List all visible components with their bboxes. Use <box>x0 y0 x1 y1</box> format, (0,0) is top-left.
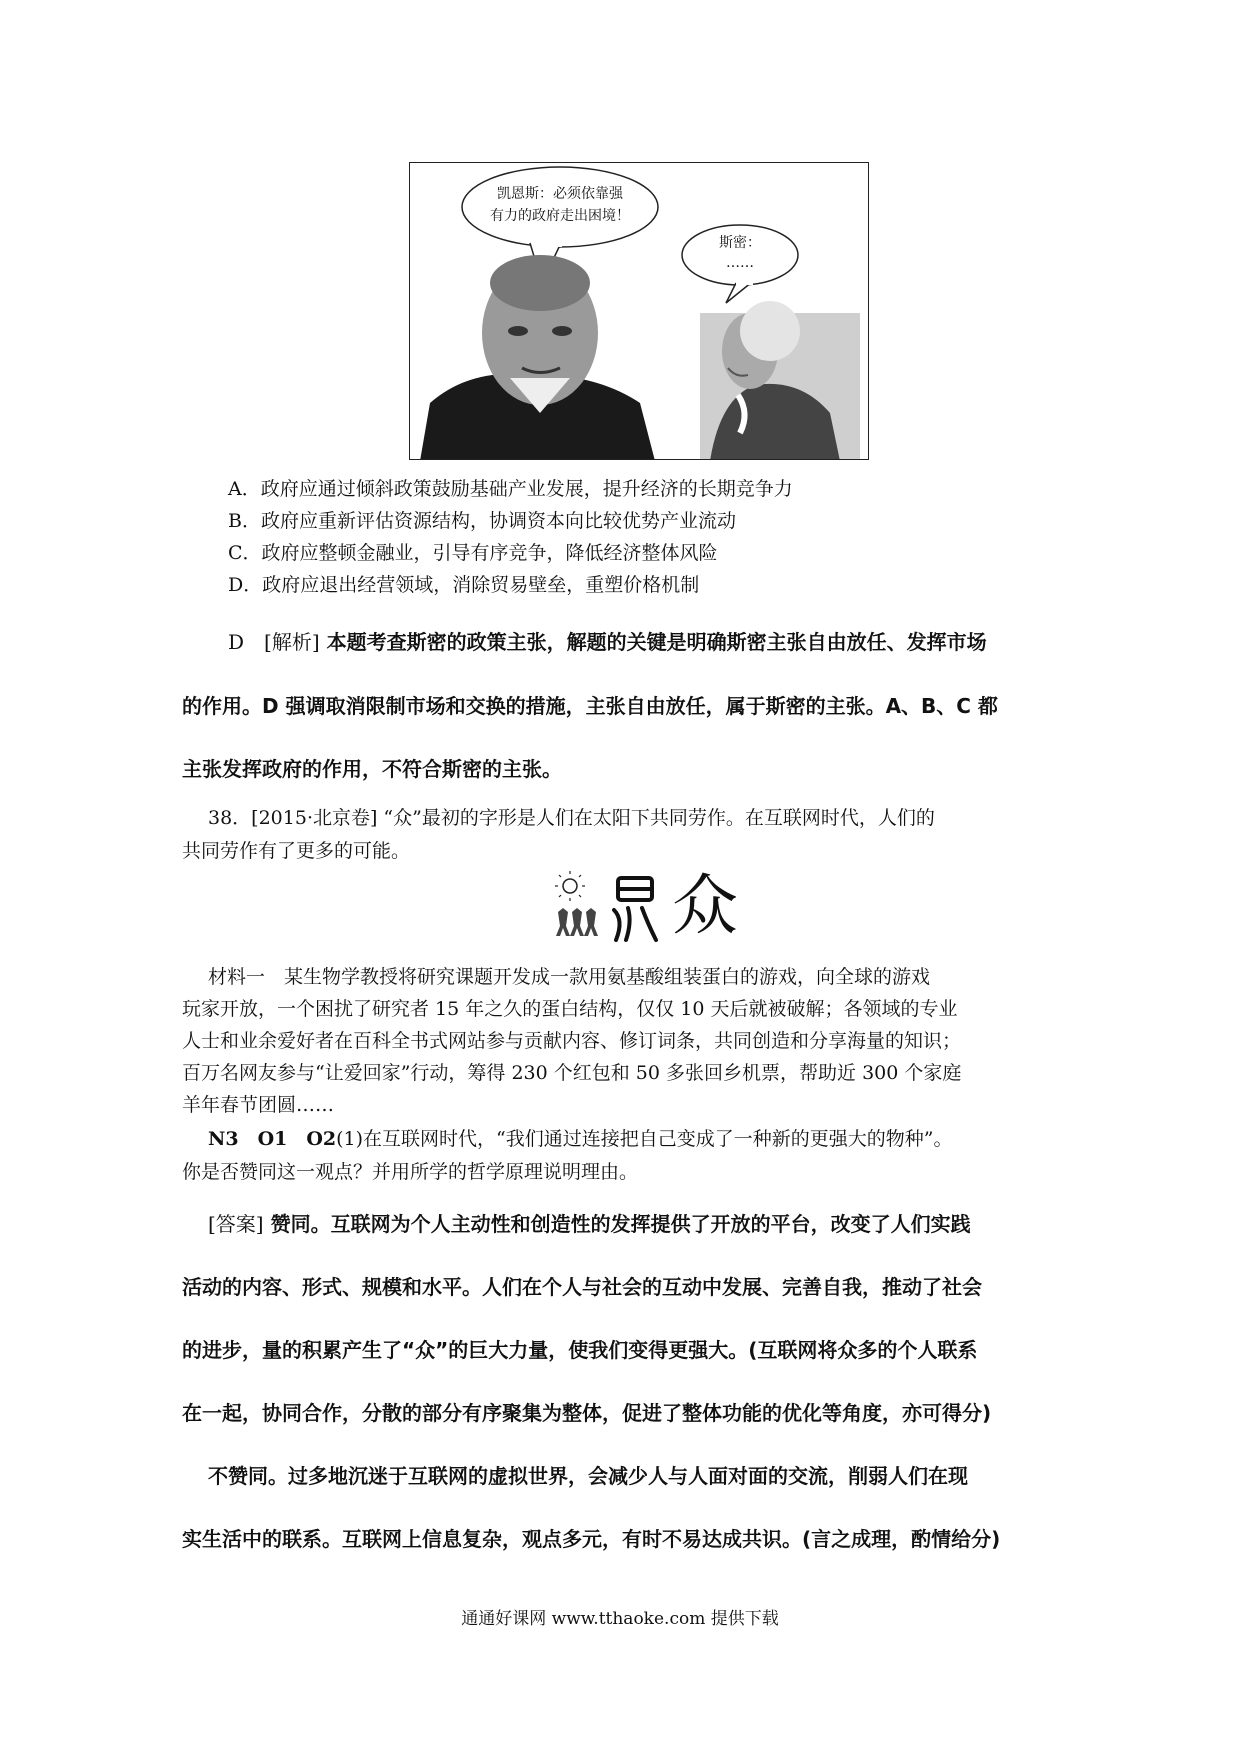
analysis-line-3: 主张发挥政府的作用，不符合斯密的主张。 <box>182 757 562 781</box>
subquestion-1-line-1 <box>208 1124 952 1151</box>
answer-line-1 <box>208 1208 971 1237</box>
material1-line-2: 玩家开放，一个困扰了研究者 15 年之久的蛋白结构，仅仅 10 天后就被破解；各领域的专业 <box>182 998 958 1020</box>
analysis-line-1 <box>228 626 987 655</box>
keynes-portrait <box>420 255 655 460</box>
keynes-speech-line1: 凯恩斯：必须依靠强 <box>497 186 623 202</box>
answer-line-5: 不赞同。过多地沉迷于互联网的虚拟世界，会减少人与人面对面的交流，削弱人们在现 <box>208 1464 968 1488</box>
knowledge-codes: N3 O1 O2 <box>208 1128 337 1150</box>
cartoon-figure <box>409 162 869 460</box>
analysis-text-1: 本题考查斯密的政策主张，解题的关键是明确斯密主张自由放任、发挥市场 <box>326 630 987 654</box>
answer-line-6: 实生活中的联系。互联网上信息复杂，观点多元，有时不易达成共识。(言之成理，酌情给分) <box>182 1527 1001 1551</box>
answer-text-1: 赞同。互联网为个人主动性和创造性的发挥提供了开放的平台，改变了人们实践 <box>270 1212 971 1236</box>
answer-line-2: 活动的内容、形式、规模和水平。人们在个人与社会的互动中发展、完善自我，推动了社会 <box>182 1275 982 1299</box>
material1-line-4: 百万名网友参与“让爱回家”行动，筹得 230 个红包和 50 多张回乡机票，帮助近 300 个家庭 <box>182 1062 962 1084</box>
modern-zhong-character: 众 <box>672 867 738 944</box>
keynes-speech-line2: 有力的政府走出困境！ <box>490 208 630 224</box>
subquestion-1-line-2: 你是否赞同这一观点？并用所学的哲学原理说明理由。 <box>182 1161 639 1183</box>
q38-line-1: 38．[2015·北京卷] “众”最初的字形是人们在太阳下共同劳作。在互联网时代，人们的 <box>208 807 935 829</box>
answer-line-4: 在一起，协同合作，分散的部分有序聚集为整体，促进了整体功能的优化等角度，亦可得分) <box>182 1401 992 1425</box>
option-d: D．政府应退出经营领域，消除贸易壁垒，重塑价格机制 <box>228 574 700 596</box>
smith-speech-line1: 斯密： <box>719 235 761 251</box>
option-a: A．政府应通过倾斜政策鼓励基础产业发展，提升经济的长期竞争力 <box>228 478 793 500</box>
material1-line-3: 人士和业余爱好者在百科全书式网站参与贡献内容、修订词条，共同创造和分享海量的知识； <box>182 1030 962 1052</box>
answer-prefix: [答案] <box>208 1212 264 1236</box>
analysis-prefix: D [解析] <box>228 630 320 654</box>
zhong-glyph-illustration <box>548 867 768 950</box>
q38-line-2: 共同劳作有了更多的可能。 <box>182 840 411 862</box>
material1-line-5: 羊年春节团圆…… <box>182 1094 335 1116</box>
smith-portrait <box>700 301 860 460</box>
option-c: C．政府应整顿金融业，引导有序竞争，降低经济整体风险 <box>228 542 718 564</box>
analysis-line-2: 的作用。D 强调取消限制市场和交换的措施，主张自由放任，属于斯密的主张。A、B、C 都 <box>182 694 998 718</box>
material1-line-1: 材料一 某生物学教授将研究课题开发成一款用氨基酸组装蛋白的游戏，向全球的游戏 <box>208 966 931 988</box>
option-b: B．政府应重新评估资源结构，协调资本向比较优势产业流动 <box>228 510 736 532</box>
answer-line-3: 的进步，量的积累产生了“众”的巨大力量，使我们变得更强大。(互联网将众多的个人联系 <box>182 1338 978 1362</box>
page-footer: 通通好课网 www.tthaoke.com 提供下载 <box>461 1609 779 1629</box>
subquestion-1-text: (1)在互联网时代，“我们通过连接把自己变成了一种新的更强大的物种”。 <box>336 1128 953 1150</box>
smith-speech-line2: …… <box>726 255 754 271</box>
